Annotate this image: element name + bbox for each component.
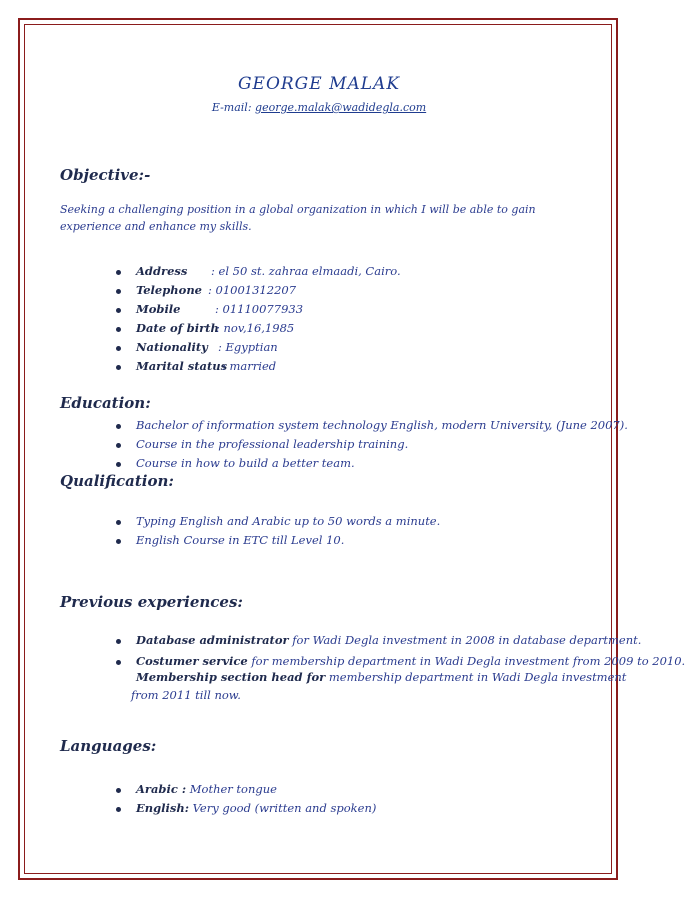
bullet-icon: [116, 365, 121, 370]
experience-extra-line: [136, 670, 626, 684]
telephone-label: Telephone: [136, 283, 202, 297]
education-item-text: Course in how to build a better team.: [136, 456, 355, 470]
experience-title: Database administrator: [136, 633, 289, 647]
qualification-item-text: English Course in ETC till Level 10.: [136, 533, 345, 547]
language-value: Mother tongue: [186, 782, 277, 796]
education-item-text: Bachelor of information system technology English, modern University, (June 2007).: [136, 418, 628, 432]
bullet-icon: [116, 807, 121, 812]
bullet-icon: [116, 443, 121, 448]
candidate-name: GEORGE MALAK: [237, 74, 401, 94]
bullet-icon: [116, 308, 121, 313]
email-link[interactable]: george.malak@wadidegla.com: [255, 101, 427, 114]
experience-extra-text: membership department in Wadi Degla investment: [325, 670, 627, 684]
date-of-birth-label: Date of birth: [136, 321, 219, 335]
bullet-icon: [116, 424, 121, 429]
bullet-icon: [116, 462, 121, 467]
mobile-value: : 01110077933: [215, 302, 304, 316]
bullet-icon: [116, 289, 121, 294]
qualification-item-text: Typing English and Arabic up to 50 words a minute.: [136, 514, 441, 528]
bullet-icon: [116, 660, 121, 665]
bullet-icon: [116, 539, 121, 544]
education-heading: Education:: [60, 394, 151, 412]
telephone-value: : 01001312207: [208, 283, 297, 297]
objective-heading: Objective:-: [60, 166, 151, 184]
address-label: Address: [136, 264, 188, 278]
email-line: [0, 101, 638, 114]
email-label: E-mail:: [211, 101, 252, 114]
education-item-text: Course in the professional leadership training.: [136, 437, 409, 451]
bullet-icon: [116, 327, 121, 332]
experience-text: for Wadi Degla investment in 2008 in database department.: [288, 633, 642, 647]
nationality-label: Nationality: [136, 340, 208, 354]
mobile-label: Mobile: [136, 302, 181, 316]
experience-title: Costumer service: [136, 654, 248, 668]
experience-extra-continuation: from 2011 till now.: [131, 688, 241, 702]
marital-status-label: Marital status: [136, 359, 228, 373]
experience-extra-title: Membership section head for: [136, 670, 326, 684]
language-label: Arabic :: [136, 782, 187, 796]
experience-heading: Previous experiences:: [60, 593, 243, 611]
bullet-icon: [116, 270, 121, 275]
nationality-value: : Egyptian: [218, 340, 278, 354]
languages-heading: Languages:: [60, 737, 157, 755]
language-value: Very good (written and spoken): [189, 801, 377, 815]
address-value: : el 50 st. zahraa elmaadi, Cairo.: [211, 264, 401, 278]
experience-text: for membership department in Wadi Degla investment from 2009 to 2010.: [247, 654, 685, 668]
qualification-heading: Qualification:: [60, 472, 174, 490]
language-label: English:: [136, 801, 189, 815]
objective-text: Seeking a challenging position in a global organization in which I will be able to gain experience and enhance my skills.: [60, 203, 536, 233]
bullet-icon: [116, 520, 121, 525]
bullet-icon: [116, 788, 121, 793]
marital-status-value: : married: [222, 359, 277, 373]
bullet-icon: [116, 639, 121, 644]
date-of-birth-value: : nov,16,1985: [216, 321, 295, 335]
bullet-icon: [116, 346, 121, 351]
